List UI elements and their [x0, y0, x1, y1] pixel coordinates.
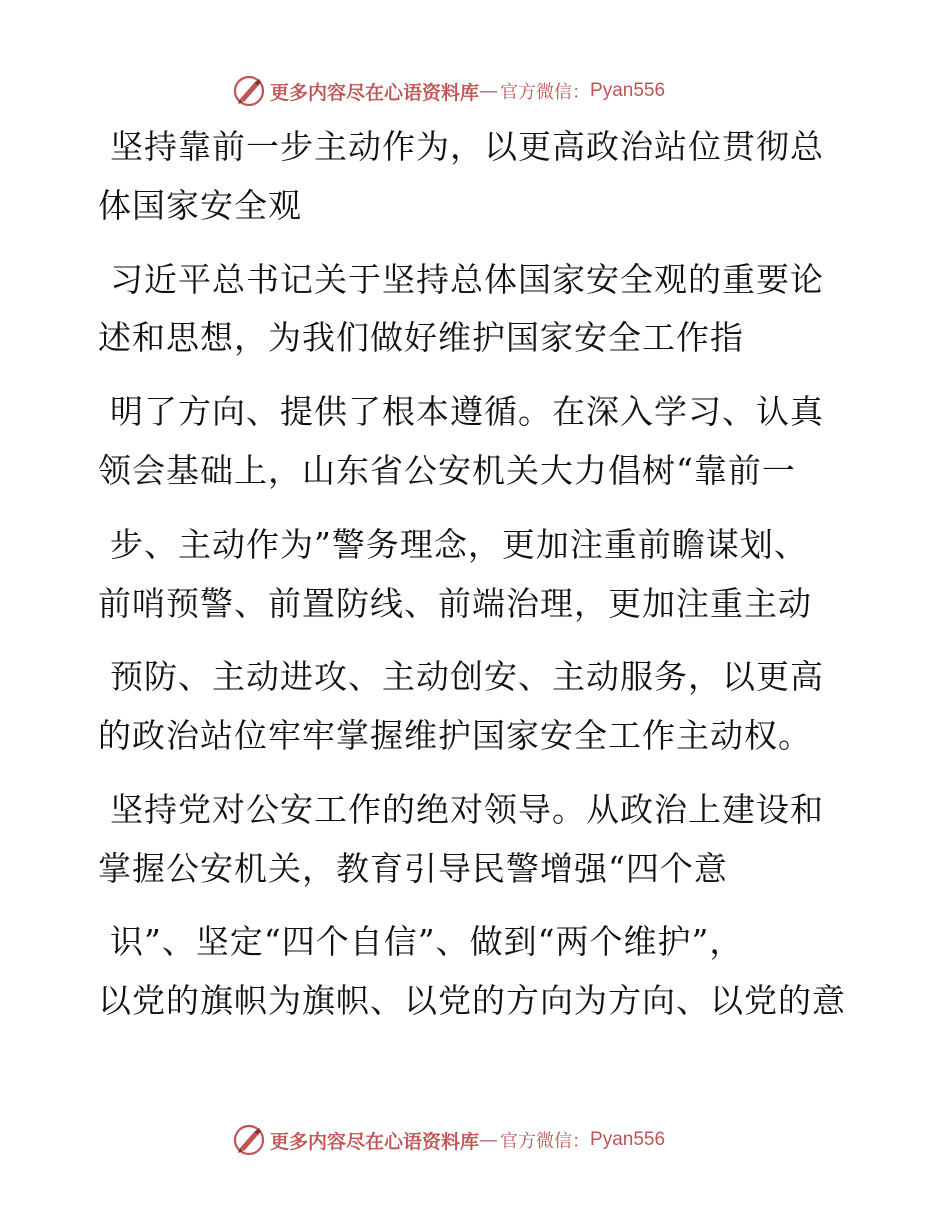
- body-line: 步、主动作为”警务理念，更加注重前瞻谋划、: [110, 525, 808, 564]
- body-line: 识”、坚定“四个自信”、做到“两个维护”，: [110, 922, 744, 961]
- body-line: 掌握公安机关，教育引导民警增强“四个意: [98, 849, 728, 888]
- banner-separator: —: [479, 1129, 499, 1151]
- banner-separator: —: [479, 80, 499, 102]
- body-line: 前哨预警、前置防线、前端治理，更加注重主动: [98, 584, 812, 623]
- body-line: 的政治站位牢牢掌握维护国家安全工作主动权。: [98, 716, 812, 755]
- footer-banner: [232, 1122, 665, 1158]
- pen-logo-icon: [232, 1123, 266, 1157]
- banner-main-text: 更多内容尽在心语资料库: [270, 81, 480, 104]
- banner-wechat-label: 官方微信：: [500, 1131, 591, 1152]
- body-line: 坚持靠前一步主动作为，以更高政治站位贯彻总: [110, 127, 824, 166]
- body-line: 领会基础上，山东省公安机关大力倡树“靠前一: [98, 451, 796, 490]
- banner-wechat-label: 官方微信：: [500, 82, 591, 103]
- body-line: 预防、主动进攻、主动创安、主动服务，以更高: [110, 657, 824, 696]
- body-line: 述和思想，为我们做好维护国家安全工作指: [98, 318, 744, 357]
- body-line: 坚持党对公安工作的绝对领导。从政治上建设和: [110, 790, 824, 829]
- banner-wechat-id: Pyan556: [590, 80, 666, 101]
- body-line: 习近平总书记关于坚持总体国家安全观的重要论: [110, 260, 824, 299]
- banner-wechat-id: Pyan556: [590, 1129, 666, 1150]
- banner-main-text: 更多内容尽在心语资料库: [270, 1130, 480, 1153]
- body-line: 以党的旗帜为旗帜、以党的方向为方向、以党的意: [98, 981, 846, 1020]
- body-line: 体国家安全观: [98, 186, 302, 225]
- body-line: 明了方向、提供了根本遵循。在深入学习、认真: [110, 392, 824, 431]
